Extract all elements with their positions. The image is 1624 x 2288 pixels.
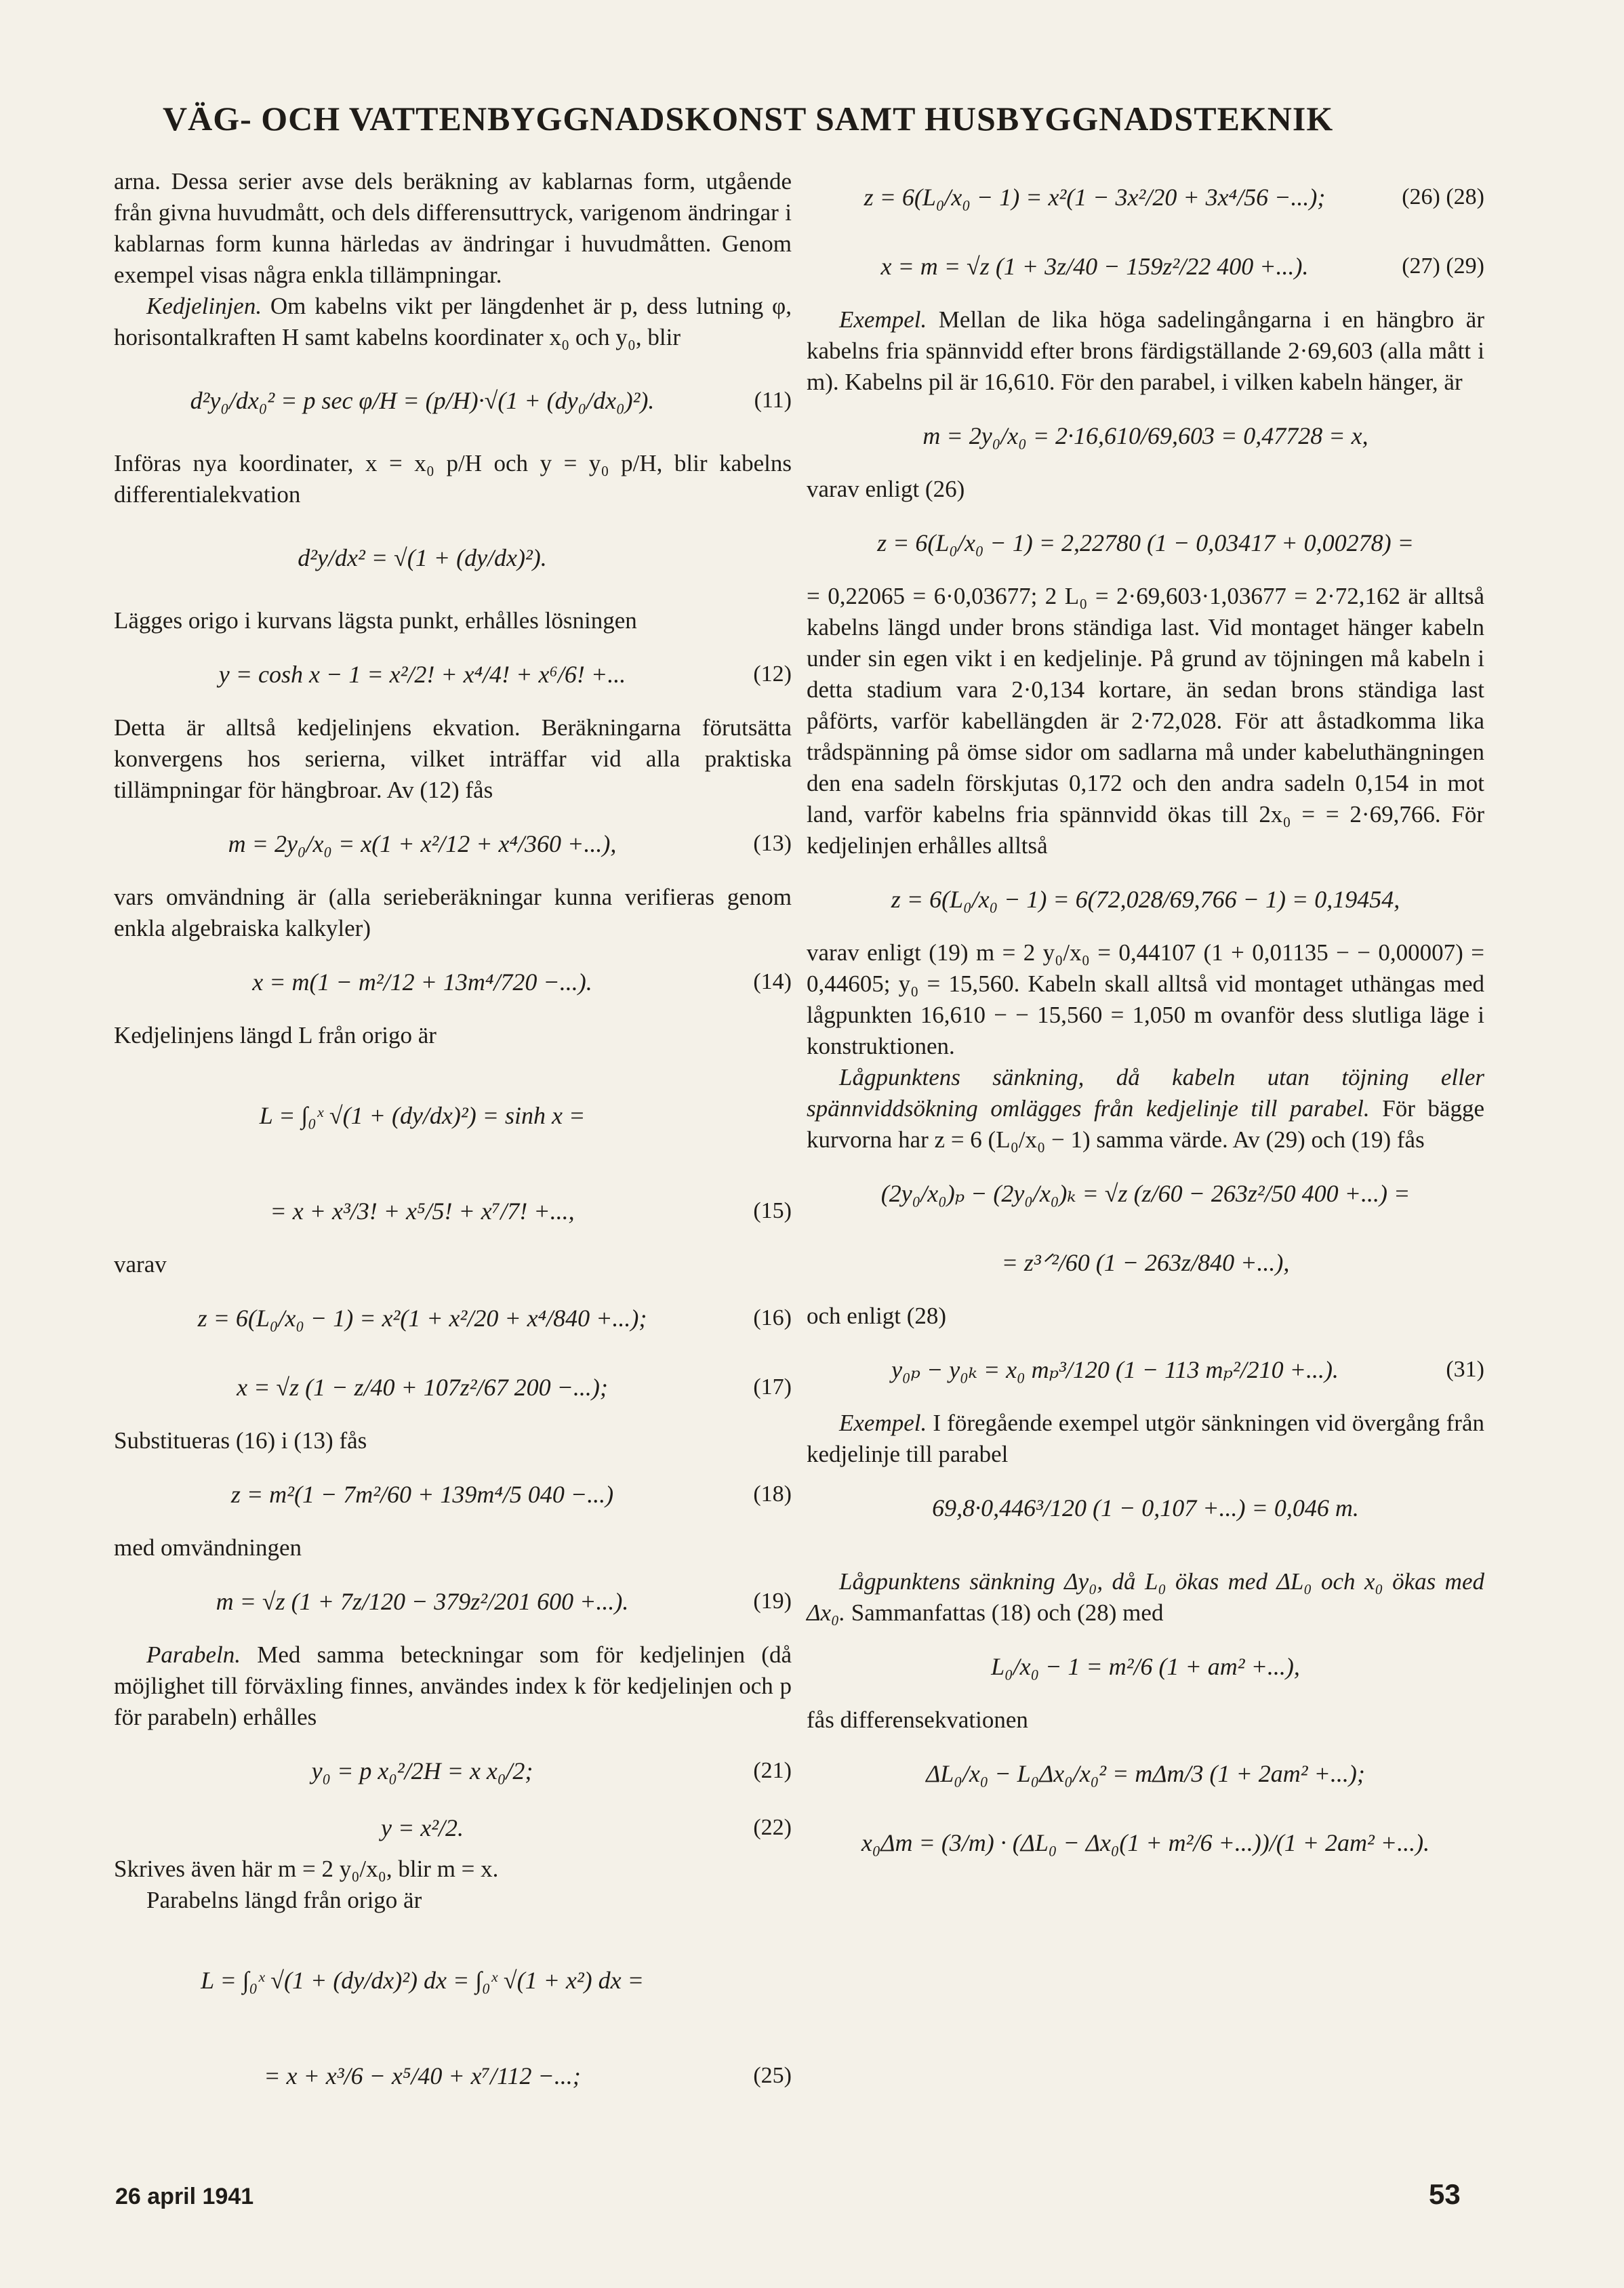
- section-lead: Exempel.: [839, 306, 927, 333]
- equation-expression: x = m(1 − m²/12 + 13m⁴/720 −...).: [252, 968, 592, 996]
- equation-expression: z = 6(L₀/x₀ − 1) = x²(1 + x²/20 + x⁴/840 +...);: [197, 1305, 647, 1332]
- equation: [114, 1923, 792, 2038]
- equation: [807, 405, 1484, 467]
- paragraph: Parabelns längd från origo är: [146, 1887, 422, 1913]
- equation-expression: ΔL₀/x₀ − L₀Δx₀/x₀² = mΔm/3 (1 + 2am² +...);: [926, 1760, 1365, 1787]
- equation-expression: L₀/x₀ − 1 = m²/6 (1 + am² +...),: [991, 1653, 1300, 1680]
- page-number: 53: [1429, 2178, 1461, 2210]
- paragraph: [807, 1062, 1484, 1156]
- equation: [807, 1162, 1484, 1225]
- equation-expression: d²y/dx² = √(1 + (dy/dx)²).: [298, 544, 547, 571]
- paragraph: Införas nya koordinater, x = x₀ p/H och y = y₀ p/H, blir kabelns differentialekvation: [114, 450, 792, 508]
- equation: [114, 1463, 792, 1526]
- equation: [807, 1477, 1484, 1539]
- equation-expression: m = 2y₀/x₀ = x(1 + x²/12 + x⁴/360 +...),: [228, 830, 617, 857]
- equation: [114, 1356, 792, 1418]
- equation-expression: x₀Δm = (3/m) · (ΔL₀ − Δx₀(1 + m²/6 +...))/(1 + 2am² +...).: [861, 1829, 1430, 1856]
- paragraph: och enligt (28): [807, 1303, 947, 1329]
- equation: [807, 512, 1484, 574]
- paragraph-text: Om kabelns vikt per längdenhet är p, dess lutning φ, horisontalkraften H samt kabelns koordinater x₀ och y₀, blir: [114, 293, 792, 350]
- paragraph: Substitueras (16) i (13) fås: [114, 1427, 367, 1454]
- paragraph: Detta är alltså kedjelinjens ekvation. Beräkningarna förutsätta konvergens hos serierna, vilket inträffar vid alla praktiska tillämpningar för hängbroar. Av (12) fås: [114, 714, 792, 803]
- equation-number: (31): [1446, 1357, 1484, 1382]
- equation-expression: d²y₀/dx₀² = p sec φ/H = (p/H)·√(1 + (dy₀/dx₀)²).: [190, 387, 655, 414]
- equation-expression: x = √z (1 − z/40 + 107z²/67 200 −...);: [237, 1374, 608, 1401]
- paragraph: vars omvändning är (alla serieberäkningar kunna verifieras genom enkla algebraiska kalkyler): [114, 884, 792, 941]
- paragraph: [807, 1566, 1484, 1629]
- equation: [114, 951, 792, 1013]
- equation-expression: z = 6(L₀/x₀ − 1) = x²(1 − 3x²/20 + 3x⁴/56 −...);: [864, 184, 1326, 211]
- equation-expression: L = ∫₀ˣ √(1 + (dy/dx)²) = sinh x =: [259, 1102, 586, 1129]
- paragraph: med omvändningen: [114, 1534, 302, 1561]
- equation-number: (17): [753, 1374, 792, 1400]
- paragraph-text: Sammanfattas (18) och (28) med: [845, 1599, 1164, 1626]
- equation: [114, 1740, 792, 1802]
- equation: [114, 517, 792, 598]
- equation: [114, 1570, 792, 1633]
- equation-expression: L = ∫₀ˣ √(1 + (dy/dx)²) dx = ∫₀ˣ √(1 + x²) dx =: [201, 1967, 644, 1994]
- equation-expression: = z³ᐟ²/60 (1 − 263z/840 +...),: [1001, 1249, 1290, 1276]
- equation-expression: y = cosh x − 1 = x²/2! + x⁴/4! + x⁶/6! +...: [218, 661, 626, 688]
- paragraph: [114, 1639, 792, 1733]
- paragraph: Kedjelinjens längd L från origo är: [114, 1022, 437, 1048]
- equation-number: (22): [753, 1815, 792, 1840]
- equation-number: (18): [753, 1482, 792, 1507]
- paragraph-text: Med samma beteckningar som för kedjelinjen (då möjlighet till förväxling finnes, användes index k för kedjelinjen och p för parabeln) erhålles: [114, 1641, 792, 1730]
- equation-expression: y = x²/2.: [380, 1814, 464, 1841]
- equation-expression: z = m²(1 − 7m²/60 + 139m⁴/5 040 −...): [230, 1481, 614, 1508]
- equation-number: (15): [753, 1198, 792, 1223]
- equation: [807, 1635, 1484, 1698]
- paragraph: varav enligt (19) m = 2 y₀/x₀ = 0,44107 (1 + 0,01135 − − 0,00007) = 0,44605; y₀ = 15,560. Kabeln skall alltså vid montaget uthängas med lågpunkten 16,610 − − 15,560 = 1,050 m ovanför dess slutliga läge i konstruktionen.: [807, 939, 1484, 1059]
- equation: [114, 360, 792, 441]
- equation-expression: 69,8·0,446³/120 (1 − 0,107 +...) = 0,046 m.: [932, 1494, 1359, 1521]
- paragraph: Skrives även här m = 2 y₀/x₀, blir m = x.: [114, 1856, 499, 1882]
- equation: [114, 2045, 792, 2107]
- equation: [114, 813, 792, 875]
- equation-number: (14): [753, 969, 792, 994]
- equation: [114, 1180, 792, 1242]
- equation-expression: y₀ = p x₀²/2H = x x₀/2;: [311, 1757, 533, 1784]
- paragraph: arna. Dessa serier avse dels beräkning av kablarnas form, utgående från givna huvudmått, och dels differensuttryck, varigenom ändringar i kablarnas form kunna härledas av ändringar i huvudmåtten. Genom exempel visas några enkla tillämpningar.: [114, 168, 792, 288]
- paragraph-text: För bägge kurvorna har z = 6 (L₀/x₀ − 1) samma värde. Av (29) och (19) fås: [807, 1095, 1484, 1153]
- equation: [114, 643, 792, 706]
- equation: [807, 235, 1484, 298]
- equation-expression: m = √z (1 + 7z/120 − 379z²/201 600 +...).: [216, 1588, 629, 1615]
- equation-number: (21): [753, 1758, 792, 1783]
- equation: [114, 1287, 792, 1349]
- equation-number: (19): [753, 1589, 792, 1614]
- equation-number: (13): [753, 831, 792, 856]
- paragraph: fås differensekvationen: [807, 1707, 1028, 1733]
- equation: [807, 166, 1484, 228]
- paragraph: [807, 1408, 1484, 1470]
- equation: [807, 1231, 1484, 1294]
- equation-expression: (2y₀/x₀)ₚ − (2y₀/x₀)ₖ = √z (z/60 − 263z²/50 400 +...) =: [880, 1180, 1410, 1207]
- section-lead: Kedjelinjen.: [146, 293, 262, 319]
- equation: [807, 868, 1484, 931]
- section-lead: Lågpunktens sänkning, då kabeln utan töjning eller spännviddsökning omlägges från kedjelinje till parabel.: [807, 1064, 1484, 1122]
- paragraph: = 0,22065 = 6·0,03677; 2 L₀ = 2·69,603·1,03677 = 2·72,162 är alltså kabelns längd under brons ständiga last. Vid montaget hänger kabeln under sin egen vikt i en kedjelinje. På grund av töjningen må kabeln i detta stadium vara 2·0,134 kortare, än sedan brons ständiga last påförts, varför kabellängden är 2·72,028. För att åstadkomma lika trådspänning på ömse sidor om sadlarna må under kabeluthängningen den ena sadeln förskjutas 0,172 och den andra sadeln 0,154 in mot land, varför kabelns fria spännvidd ökas till 2x₀ = = 2·69,766. För kedjelinjen erhålles alltså: [807, 583, 1484, 859]
- equation-number: (11): [754, 388, 792, 413]
- paragraph-text: Mellan de lika höga sadelingångarna i en hängbro är kabelns fria spännvidd efter brons färdigställande 2·69,603 (alla mått i m). Kabelns pil är 16,610. För den parabel, i vilken kabeln hänger, är: [807, 306, 1484, 395]
- paragraph: [807, 304, 1484, 398]
- equation-expression: z = 6(L₀/x₀ − 1) = 6(72,028/69,766 − 1) = 0,19454,: [891, 886, 1400, 913]
- equation: [114, 1809, 792, 1847]
- equation: [807, 1339, 1484, 1401]
- section-lead: Lågpunktens sänkning Δy₀, då L₀ ökas med ΔL₀ och x₀ ökas med Δx₀.: [807, 1568, 1484, 1626]
- equation: [114, 1058, 792, 1173]
- equation-number: (27) (29): [1402, 253, 1484, 279]
- equation-number: (12): [753, 661, 792, 687]
- right-column: [807, 166, 1484, 1881]
- page-title: VÄG- OCH VATTENBYGGNADSKONST SAMT HUSBYGGNADSTEKNIK: [163, 100, 1334, 138]
- equation-expression: m = 2y₀/x₀ = 2·16,610/69,603 = 0,47728 = x,: [922, 422, 1368, 449]
- paragraph: varav enligt (26): [807, 476, 965, 502]
- equation-number: (16): [753, 1305, 792, 1330]
- equation-expression: = x + x³/3! + x⁵/5! + x⁷/7! +...,: [270, 1198, 575, 1225]
- left-column: [114, 166, 792, 2114]
- equation-expression: z = 6(L₀/x₀ − 1) = 2,22780 (1 − 0,03417 + 0,00278) =: [877, 529, 1414, 556]
- footer-date: 26 april 1941: [115, 2184, 254, 2209]
- paragraph-text: I föregående exempel utgör sänkningen vid övergång från kedjelinje till parabel: [807, 1410, 1484, 1467]
- section-lead: Exempel.: [839, 1410, 927, 1436]
- section-lead: Parabeln.: [146, 1641, 241, 1668]
- equation-number: (25): [753, 2063, 792, 2088]
- paragraph: [114, 291, 792, 353]
- equation-expression: y₀ₚ − y₀ₖ = x₀ mₚ³/120 (1 − 113 mₚ²/210 +...).: [891, 1356, 1339, 1383]
- equation: [807, 1742, 1484, 1805]
- paragraph: Lägges origo i kurvans lägsta punkt, erhålles lösningen: [114, 607, 637, 634]
- paragraph: varav: [114, 1251, 167, 1278]
- equation-number: (26) (28): [1402, 184, 1484, 209]
- equation-expression: = x + x³/6 − x⁵/40 + x⁷/112 −...;: [264, 2062, 581, 2089]
- equation-expression: x = m = √z (1 + 3z/40 − 159z²/22 400 +...).: [880, 253, 1309, 280]
- equation: [807, 1812, 1484, 1874]
